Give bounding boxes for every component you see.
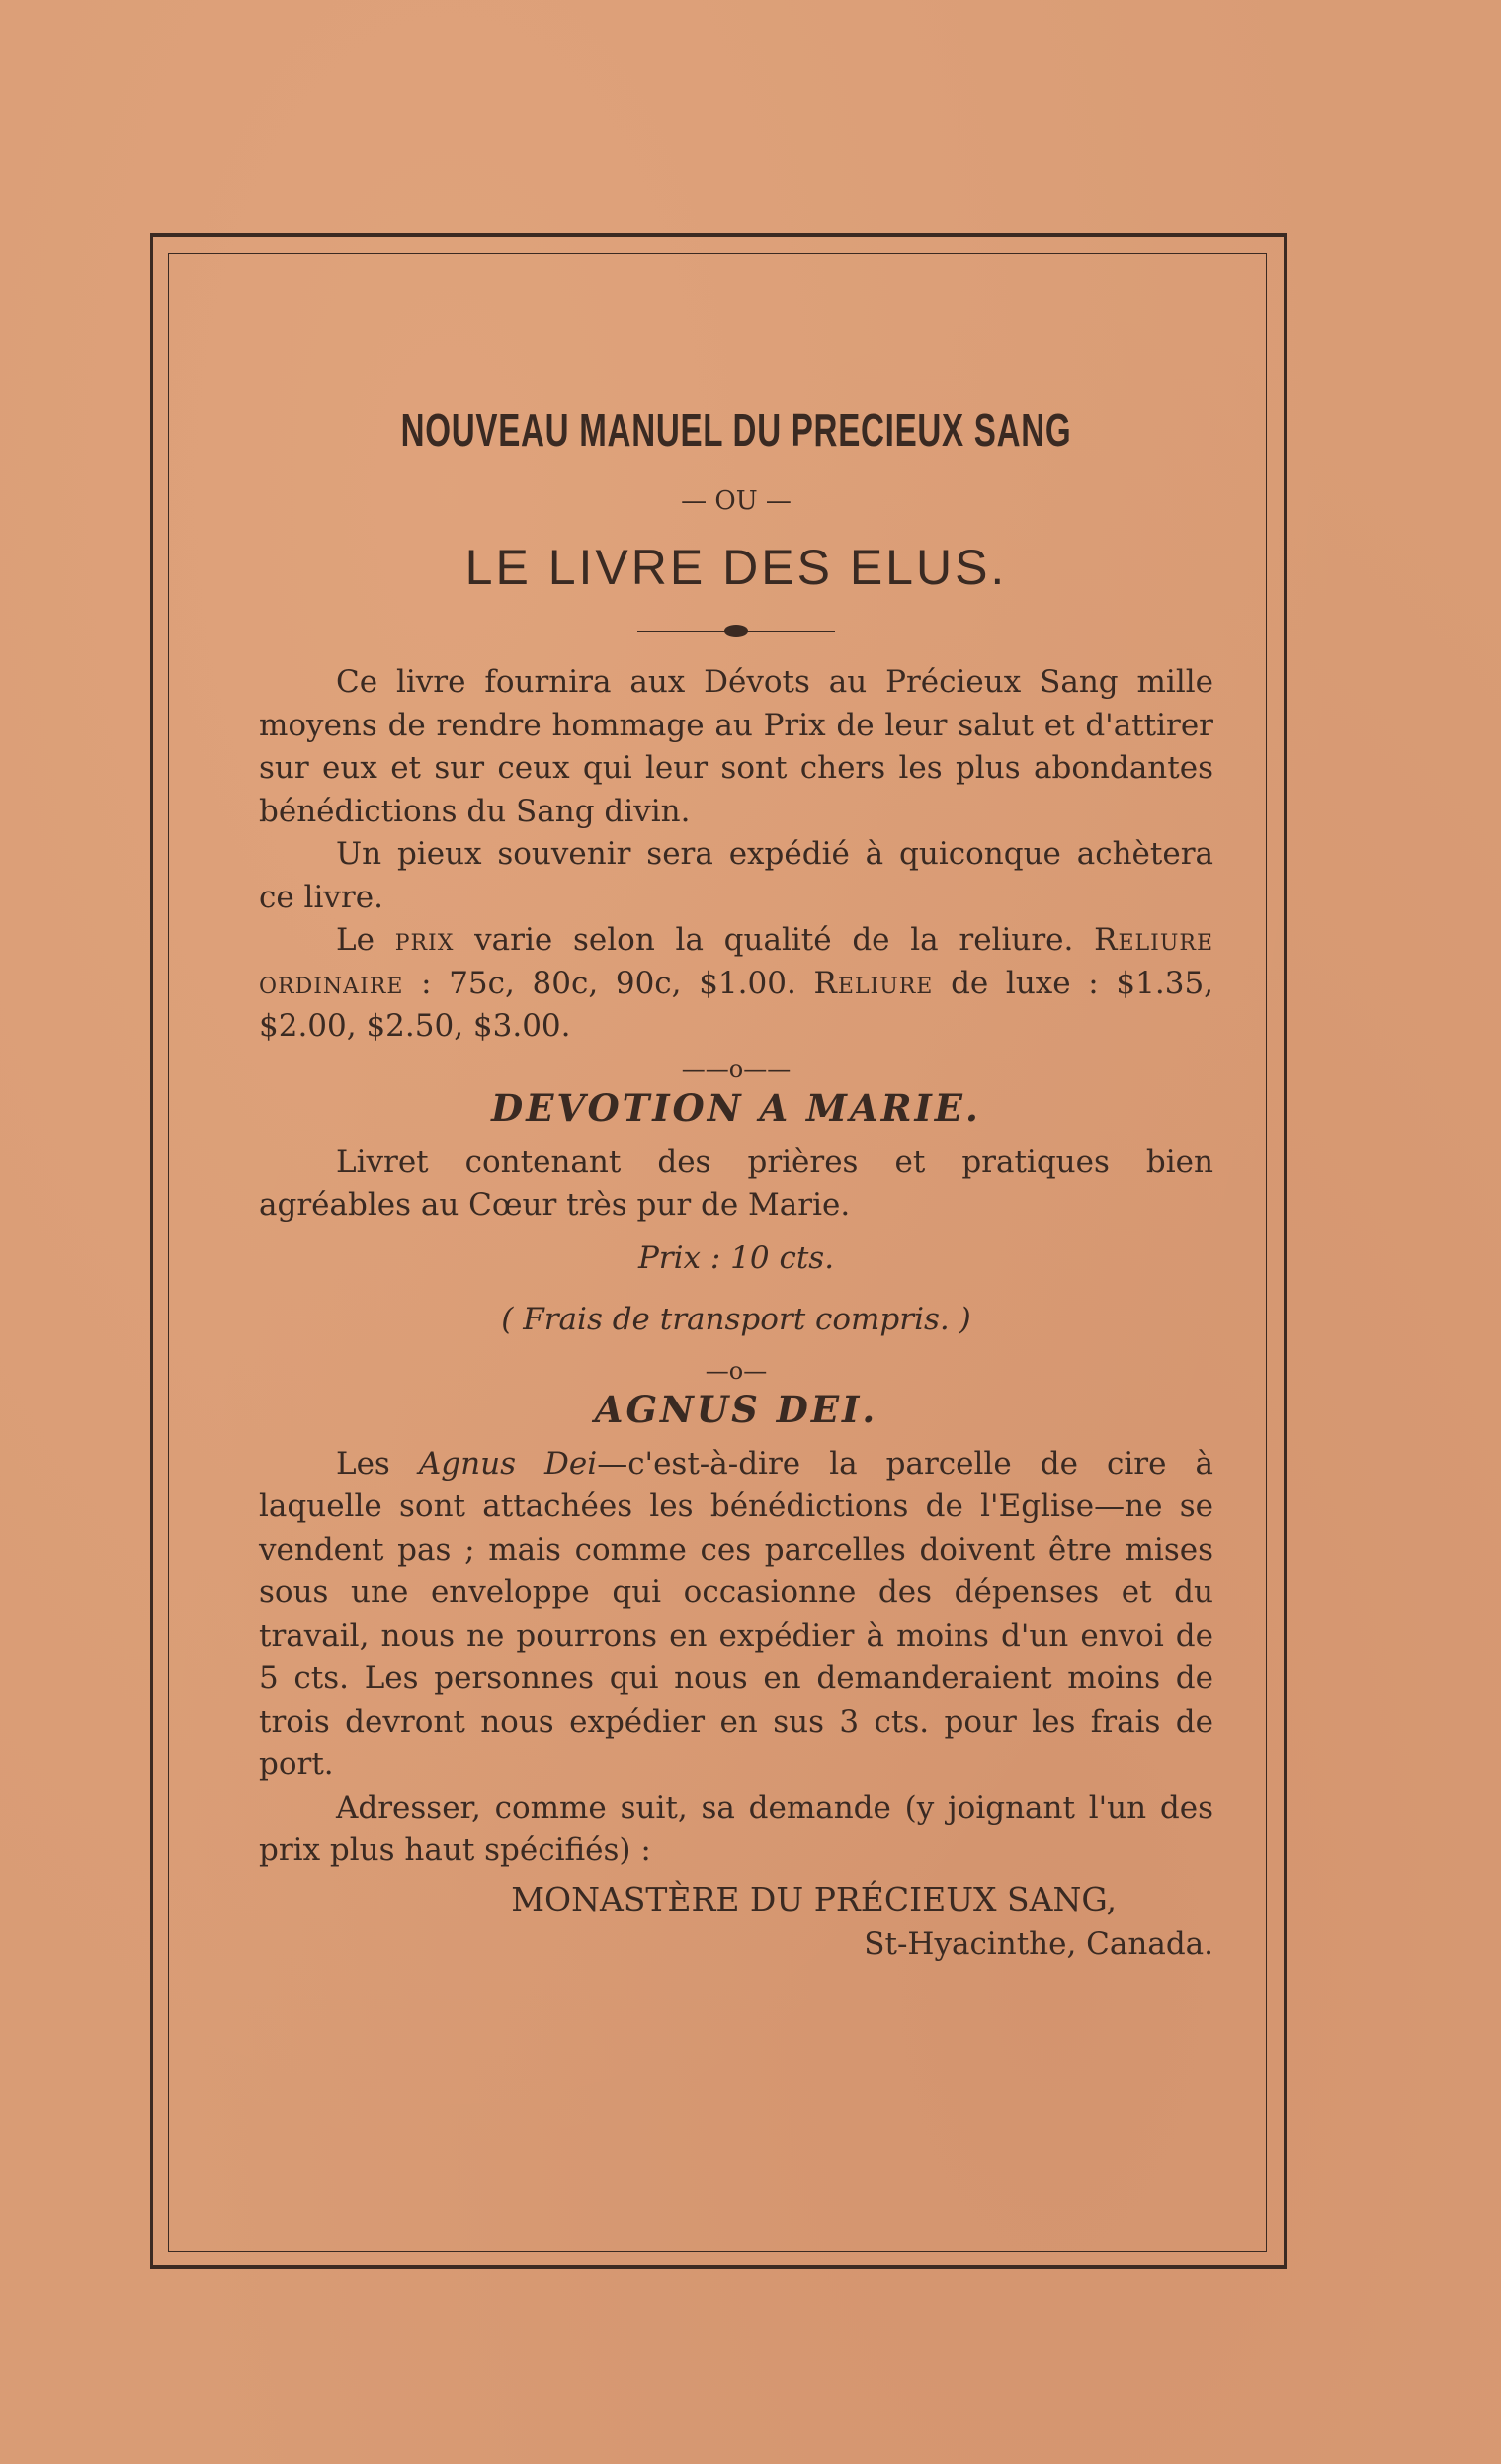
agnus-dei-title: AGNUS DEI. [594, 1387, 878, 1431]
page-subtitle: LE LIVRE DES ELUS. [464, 540, 1008, 595]
luxury-binding-label: Reliure [813, 965, 934, 1001]
binding-prices [259, 919, 1213, 1049]
devotion-description: Livret contenant des prières et pratiques bien agréables au Cœur très pur de Marie. [259, 1144, 1213, 1223]
address-name: MONASTÈRE DU PRÉCIEUX SANG, [511, 1879, 1117, 1918]
souvenir-note: Un pieux souvenir sera expédié à quiconque achètera ce livre. [259, 836, 1213, 915]
agnus-dei-term: Agnus Dei [418, 1445, 598, 1482]
devotion-price: Prix : 10 cts. [637, 1239, 835, 1276]
manual-description: Ce livre fournira aux Dévots au Précieux Sang mille moyens de rendre hommage au Prix de leur salut et d'attirer sur eux et sur ceux qui leur sont chers les plus abondantes bénédictions du Sang divin. [259, 664, 1213, 829]
shipping-note: ( Frais de transport compris. ) [501, 1301, 971, 1337]
luxury-binding-prices: de luxe : $1.35, $2.00, $2.50, $3.00. [259, 965, 1214, 1044]
devotion-title: DEVOTION A MARIE. [491, 1085, 981, 1130]
ordinary-binding-label: Reliure ordinaire [259, 922, 1214, 1001]
page-title: NOUVEAU MANUEL DU PRECIEUX SANG [400, 404, 1072, 456]
advertisement-content [259, 390, 1213, 1966]
agnus-text-b: —c'est-à-dire la parcelle de cire à laquelle sont attachées les bénédictions de l'Eglise—ne se vendent pas ; mais comme ces parcelles doivent être mises sous une enveloppe qui occasionne des dépenses et du travail, nous ne pourrons en expédier à moins d'un envoi de 5 cts. Les personnes qui nous en demanderaient moins de trois devront nous expédier en sus 3 cts. pour les frais de port. [259, 1445, 1214, 1782]
price-label: prix [394, 922, 455, 958]
price-text-a: Le [336, 922, 375, 958]
section-divider-1: ——o—— [681, 1055, 792, 1083]
agnus-text-a: Les [336, 1445, 390, 1482]
ornament-divider [637, 622, 835, 641]
address-city: St-Hyacinthe, Canada. [864, 1925, 1213, 1962]
ou-separator: — OU — [681, 486, 792, 516]
order-instructions: Adresser, comme suit, sa demande (y joignant l'un des prix plus haut spécifiés) : [259, 1789, 1213, 1868]
agnus-dei-description [259, 1443, 1213, 1787]
ordinary-binding-prices: : 75c, 80c, 90c, $1.00. [421, 965, 796, 1001]
section-divider-2: —o— [705, 1356, 768, 1385]
price-text-b: varie selon la qualité de la reliure. [474, 922, 1074, 958]
